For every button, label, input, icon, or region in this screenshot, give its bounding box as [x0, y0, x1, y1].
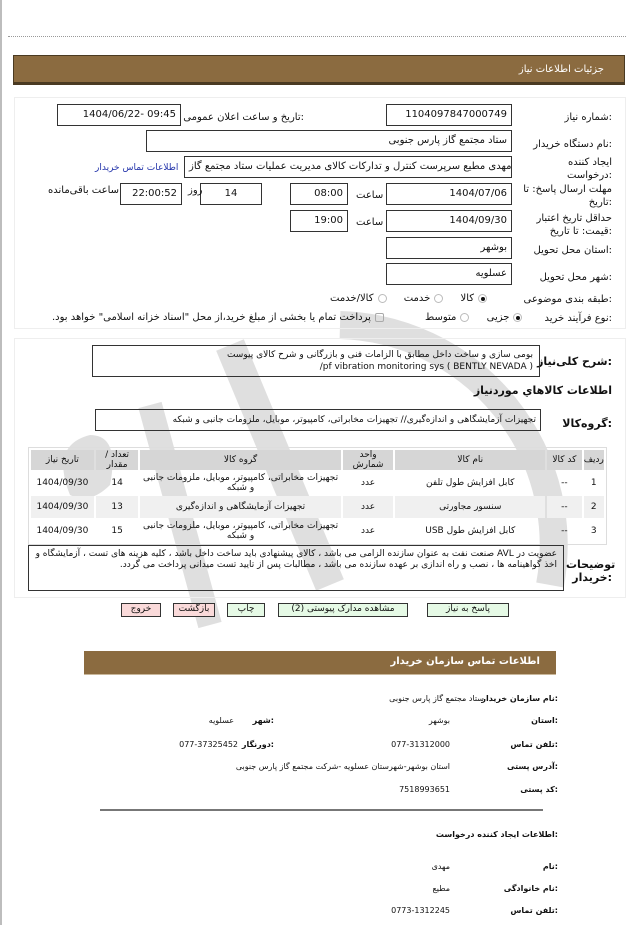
- creator-field: مهدی مطیع سرپرست کنترل و تدارکات کالای مدیریت عملیات ستاد مجتمع گاز: [184, 156, 512, 178]
- buyer-notes-field: عضویت در AVL صنعت نفت به عنوان سازنده الزامی می باشد ، کالای پیشنهادی باید ساخت داخل باشد ، کلیه هزینه های تست ، آزمایشگاه و اخذ گواهینامه ها ، نصب و راه اندازی بر عهده سازنده می باشد ، مطالبات پس از تایید تست میدانی پرداخت می گردد.: [28, 545, 564, 591]
- city-label: شهر محل تحویل:: [539, 272, 612, 283]
- col-row: ردیف: [584, 450, 604, 470]
- buyer-notes-label: توضیحات خریدار:: [566, 558, 616, 584]
- reply-button[interactable]: پاسخ به نیاز: [427, 603, 509, 617]
- buyer-contact-link[interactable]: اطلاعات تماس خریدار: [95, 163, 179, 173]
- radio-goods-service[interactable]: [378, 294, 387, 303]
- announce-label: تاریخ و ساعت اعلان عمومی:: [183, 112, 304, 123]
- creator-label: ایجاد کننده درخواست:: [567, 157, 612, 181]
- category-label: طبقه بندی موضوعی:: [523, 294, 612, 305]
- need-number-field: 1104097847000749: [386, 104, 512, 126]
- col-unit: واحد شمارش: [343, 450, 394, 470]
- contact-org: ستاد مجتمع گاز پارس جنوبی: [389, 694, 484, 703]
- city-field: عسلویه: [386, 263, 512, 285]
- back-button[interactable]: بازگشت: [173, 603, 215, 617]
- validity-time-label: ساعت: [356, 217, 384, 228]
- header-bar: [13, 55, 625, 85]
- radio-goods[interactable]: [478, 294, 487, 303]
- creator-phone-label: تلفن تماس:: [510, 906, 558, 915]
- contact-address: استان بوشهر-شهرستان عسلویه -شرکت مجتمع گاز پارس جنوبی: [235, 762, 450, 771]
- contact-postal-label: کد پستی:: [520, 785, 558, 794]
- creator-first-name: مهدی: [431, 862, 450, 871]
- table-row: 2 -- سنسور مجاورتی عدد تجهیزات آزمایشگاهی و اندازه‌گیری 13 1404/09/30: [31, 496, 604, 518]
- goods-group-label: گروه‌کالا:: [562, 417, 612, 430]
- table-row: 1 -- کابل افزایش طول تلفن عدد تجهیزات مخابراتی، کامپیوتر، موبایل، ملزومات جانبی و شبکه 14 1404/09/30: [36, 473, 597, 493]
- contact-fax-label: دورنگار:: [241, 740, 274, 749]
- description-label: شرح کلی‌نیاز:: [537, 355, 612, 368]
- creator-phone: 0773-1312245: [391, 906, 450, 915]
- announce-field: 1404/06/22- 09:45: [57, 104, 181, 126]
- contact-fax: 077-37325452: [179, 740, 238, 749]
- validity-time-field: 19:00: [290, 210, 348, 232]
- table-row: 3 -- کابل افزایش طول USB عدد تجهیزات مخابراتی، کامپیوتر، موبایل، ملزومات جانبی و شبکه 15 1404/09/30: [36, 521, 597, 541]
- print-button[interactable]: چاپ: [227, 603, 265, 617]
- contact-address-label: آدرس پستی:: [507, 762, 558, 771]
- radio-medium[interactable]: [460, 313, 469, 322]
- process-label: نوع فرآیند خرید:: [544, 313, 612, 324]
- province-field: بوشهر: [386, 237, 512, 259]
- col-date: تاریخ نیاز: [31, 450, 94, 470]
- goods-group-field: تجهیزات آزمایشگاهی و اندازه‌گیری// تجهیزات مخابراتی، کامپیوتر، موبایل، ملزومات جانبی و شبکه: [95, 409, 541, 431]
- deadline-label: مهلت ارسال پاسخ: تا تاریخ:: [523, 184, 612, 208]
- contact-phone-label: تلفن تماس:: [510, 740, 558, 749]
- section-divider: [100, 809, 543, 811]
- category-options: کالا خدمت کالا/خدمت: [330, 293, 491, 304]
- contact-province-label: استان:: [531, 716, 558, 725]
- goods-section-title: اطلاعات کالاهاي موردنیاز: [473, 384, 612, 397]
- creator-first-name-label: نام:: [542, 862, 558, 871]
- contact-phone: 077-31312000: [391, 740, 450, 749]
- contact-city: عسلویه: [208, 716, 234, 725]
- table-header-row: [31, 450, 604, 470]
- creator-last-name: مطیع: [432, 884, 450, 893]
- validity-label: حداقل تاریخ اعتبار قیمت: تا تاریخ:: [536, 213, 612, 237]
- buyer-org-field: ستاد مجتمع گاز پارس جنوبی: [146, 130, 512, 152]
- col-qty: تعداد / مقدار: [96, 450, 139, 470]
- process-options: جزیی متوسط: [425, 312, 526, 323]
- creator-last-name-label: نام خانوادگی:: [503, 884, 558, 893]
- contact-org-label: نام سازمان خریدار:: [481, 694, 558, 703]
- contact-province: بوشهر: [428, 716, 450, 725]
- divider: [8, 36, 626, 37]
- treasury-option: پرداخت تمام یا بخشی از مبلغ خرید،از محل "اسناد خزانه اسلامی" خواهد بود.: [52, 312, 388, 323]
- contact-postal: 7518993651: [399, 785, 450, 794]
- province-label: استان محل تحویل:: [533, 245, 612, 256]
- col-group: گروه کالا: [140, 450, 340, 470]
- remaining-label: ساعت باقی‌مانده: [48, 185, 120, 196]
- days-label: روز: [188, 185, 203, 196]
- need-number-label: شماره نیاز:: [564, 112, 612, 123]
- contact-header-bar: [84, 651, 556, 675]
- deadline-time-field: 08:00: [290, 183, 348, 205]
- page-title: جزئیات اطلاعات نیاز: [518, 64, 604, 75]
- treasury-checkbox[interactable]: [375, 313, 384, 322]
- radio-service[interactable]: [434, 294, 443, 303]
- deadline-date-field: 1404/07/06: [386, 183, 512, 205]
- buyer-org-label: نام دستگاه خریدار:: [533, 139, 612, 150]
- attachments-button[interactable]: مشاهده مدارک پیوستی (2): [278, 603, 408, 617]
- items-table: [28, 447, 607, 545]
- validity-date-field: 1404/09/30: [386, 210, 512, 232]
- remaining-field: 22:00:52: [120, 183, 182, 205]
- description-field: بومی سازی و ساخت داخل مطابق با الزامات فنی و بازرگانی و شرح کالای پیوست /pf vibration monitoring sys ( BENTLY NEVADA ): [92, 345, 540, 377]
- col-name: نام کالا: [395, 450, 545, 470]
- radio-minor[interactable]: [513, 313, 522, 322]
- exit-button[interactable]: خروج: [121, 603, 161, 617]
- deadline-time-label: ساعت: [356, 190, 384, 201]
- col-code: کد کالا: [547, 450, 581, 470]
- creator-info-title: اطلاعات ایجاد کننده درخواست:: [435, 830, 558, 839]
- contact-title: اطلاعات تماس سازمان خریدار: [390, 656, 540, 667]
- days-field: 14: [200, 183, 262, 205]
- contact-city-label: شهر:: [252, 716, 274, 725]
